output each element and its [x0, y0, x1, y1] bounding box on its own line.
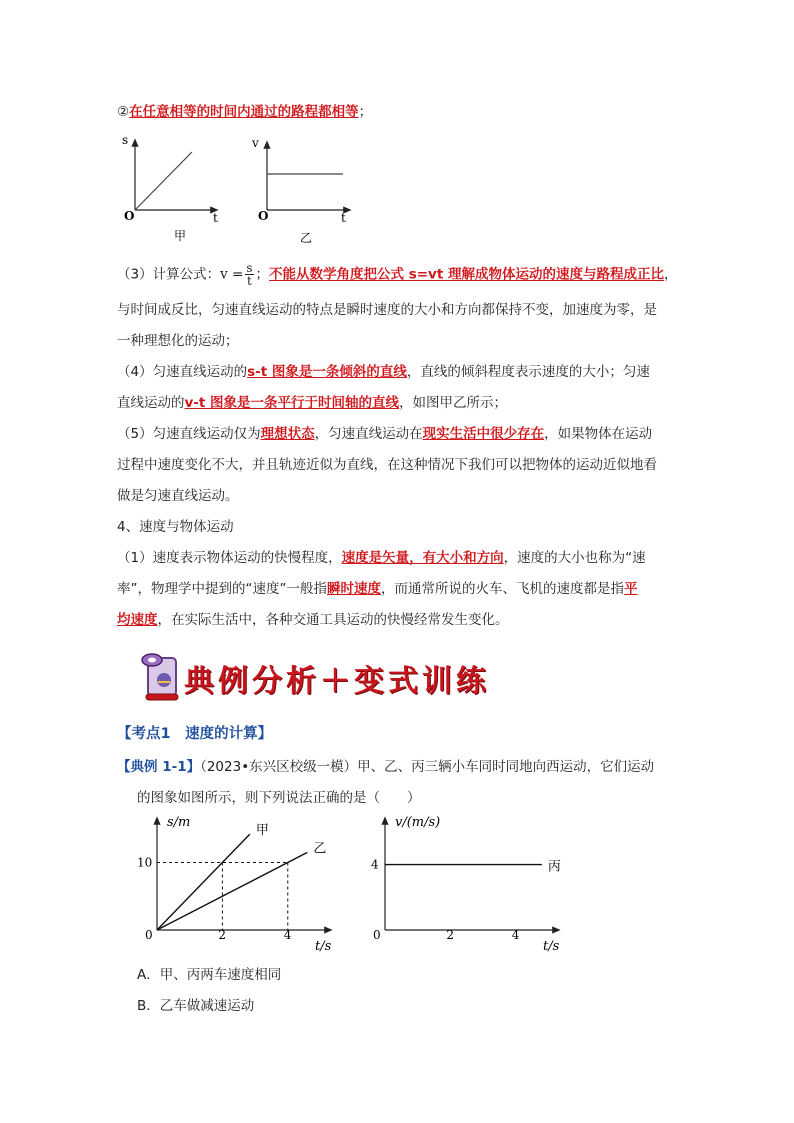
item-5-line-2: 过程中速度变化不大，并且轨迹近似为直线，在这种情况下我们可以把物体的运动近似地看 [117, 457, 657, 473]
y-tick-label: 4 [371, 857, 379, 872]
left-graph-caption: 甲 [174, 229, 187, 243]
item-4-l1-highlight: s-t 图象是一条倾斜的直线 [247, 364, 407, 380]
small-graphs [110, 130, 370, 245]
chart-s-t [130, 812, 350, 957]
formula-numerator: s [246, 261, 253, 275]
item-4-l1-a: （4）匀速直线运动的 [117, 364, 248, 380]
y-axis-label: v/(m/s) [395, 815, 441, 830]
item-2 [117, 102, 372, 122]
formula-v: v [220, 266, 228, 283]
y-axis-label: s/m [167, 815, 191, 830]
x-tick-label: 4 [511, 928, 520, 942]
left-graph-s-t-line [135, 152, 192, 210]
left-graph-origin: O [124, 209, 135, 223]
option-a[interactable]: A．甲、丙两车速度相同 [137, 967, 282, 983]
item-4-line-1 [117, 362, 650, 382]
item-5-line-3: 做是匀速直线运动。 [117, 488, 239, 504]
item-4-l1-b: ，直线的倾斜程度表示速度的大小；匀速 [406, 364, 650, 380]
chart-v-t [358, 812, 578, 957]
right-graph-y-label: v [252, 136, 259, 150]
item-5-line-1 [117, 424, 652, 444]
section-4-line-2 [117, 579, 637, 599]
y-tick-label: 10 [137, 855, 153, 870]
example-text-1: （2023•东兴区校级一模）甲、乙、丙三辆小车同时同地向西运动，它们运动 [200, 759, 655, 775]
item-5-l1-c: ，如果物体在运动 [544, 426, 653, 442]
section-4-line-3 [117, 610, 509, 630]
series-label: 乙 [313, 841, 327, 857]
x-tick-label: 2 [218, 928, 227, 942]
section-4-l2-b: ，而通常所说的火车、飞机的速度都是指 [380, 581, 624, 597]
section-4-l3-highlight: 均速度 [117, 612, 158, 628]
section-4-line-1 [117, 548, 646, 568]
item-2-suffix: ； [358, 104, 373, 120]
series-line [157, 852, 307, 930]
item-5-l1-b: ，匀速直线运动在 [314, 426, 423, 442]
banner-title: 典例分析＋变式训练 [184, 664, 490, 699]
series-label: 甲 [255, 823, 269, 839]
item-4-l2-a: 直线运动的 [117, 395, 185, 411]
item-3-line-3: 一种理想化的运动； [117, 333, 239, 349]
origin-label: 0 [145, 928, 153, 942]
item-4-l2-b: ，如图甲乙所示； [399, 395, 508, 411]
section-4-l1-highlight: 速度是矢量，有大小和方向 [341, 550, 504, 566]
right-graph-caption: 乙 [300, 231, 313, 245]
item-5-l1-highlight-1: 理想状态 [260, 426, 315, 442]
item-3-prefix: （3）计算公式： [117, 266, 221, 283]
item-4-line-2 [117, 393, 507, 413]
item-2-prefix: ② [117, 104, 130, 120]
item-3-highlight: 不能从数学角度把公式 s=vt 理解成物体运动的速度与路程成正比 [269, 266, 665, 283]
right-graph-origin: O [258, 209, 269, 223]
series-label: 丙 [547, 859, 561, 875]
formula-fraction [245, 262, 253, 287]
section-4-l2-highlight: 瞬时速度 [326, 581, 381, 597]
series-line [157, 834, 250, 930]
item-3-line-1 [117, 262, 678, 287]
example-line-1 [117, 757, 654, 777]
x-tick-label: 2 [446, 928, 455, 942]
formula-eq: = [232, 266, 244, 283]
x-axis-label: t/s [543, 939, 560, 954]
item-3-end: ， [664, 266, 678, 283]
section-4-l1-b: ，速度的大小也称为“速 [503, 550, 646, 566]
left-graph-y-label: s [122, 133, 129, 147]
right-graph-x-label: t [341, 211, 346, 225]
example-label: 【典例 1-1】 [117, 759, 201, 775]
formula-denominator: t [247, 274, 252, 288]
item-4-l2-highlight: v-t 图象是一条平行于时间轴的直线 [184, 395, 400, 411]
example-line-2: 的图象如图所示，则下列说法正确的是（ ） [137, 790, 421, 806]
origin-label: 0 [373, 928, 381, 942]
item-2-highlight: 在任意相等的时间内通过的路程都相等 [129, 104, 359, 120]
item-5-l1-a: （5）匀速直线运动仅为 [117, 426, 261, 442]
section-4-heading: 4、速度与物体运动 [117, 519, 234, 535]
kaodian-heading: 【考点1 速度的计算】 [117, 726, 273, 742]
x-axis-label: t/s [315, 939, 332, 954]
scroll-icon [138, 652, 184, 704]
x-tick-label: 4 [283, 928, 292, 942]
item-3-sep: ； [255, 266, 270, 283]
item-5-l1-highlight-2: 现实生活中很少存在 [422, 426, 545, 442]
left-graph-x-label: t [213, 211, 218, 225]
section-4-l2-a: 率”，物理学中提到的“速度”一般指 [117, 581, 327, 597]
option-b[interactable]: B．乙车做减速运动 [137, 998, 255, 1014]
item-3-line-2: 与时间成反比，匀速直线运动的特点是瞬时速度的大小和方向都保持不变，加速度为零，是 [117, 302, 657, 318]
section-4-l2-highlight-2: 平 [623, 581, 638, 597]
section-4-l1-a: （1）速度表示物体运动的快慢程度， [117, 550, 342, 566]
section-4-l3-b: ，在实际生活中，各种交通工具运动的快慢经常发生变化。 [157, 612, 509, 628]
